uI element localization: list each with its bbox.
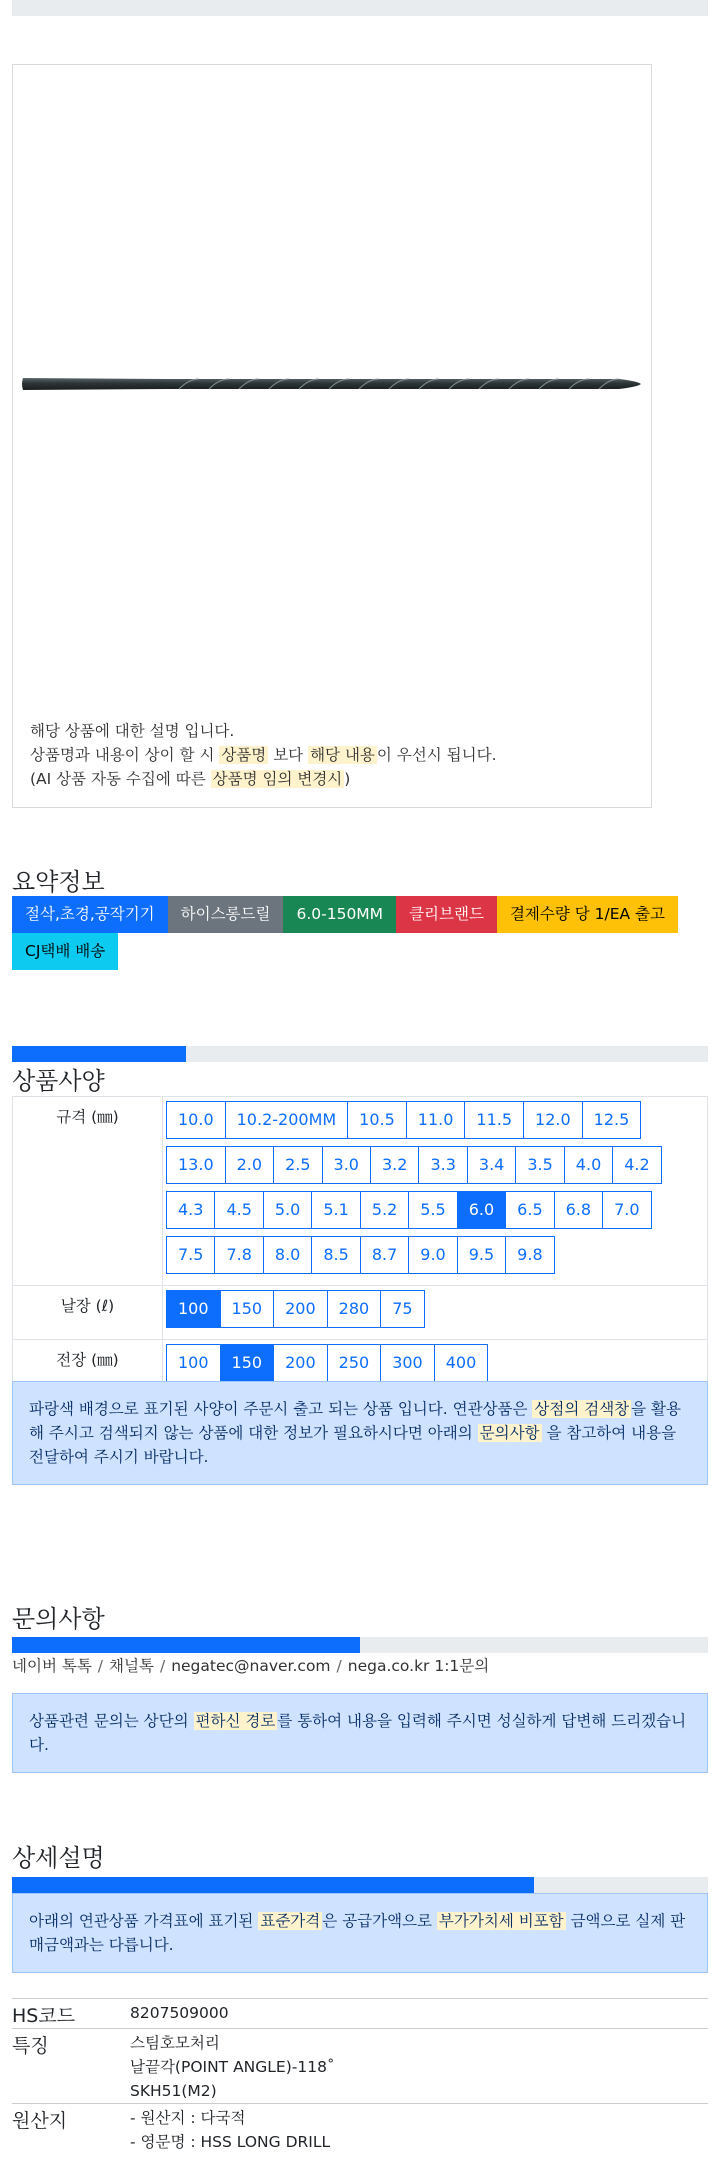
info-value-line: 스팀호모처리 — [130, 2034, 220, 2052]
inquiry-notice-highlight: 편하신 경로 — [195, 1712, 276, 1730]
spec-label: 전장 (㎜) — [13, 1340, 163, 1394]
top-progress-bar — [12, 0, 708, 16]
contact-links — [12, 1654, 489, 1676]
spec-notice-highlight: 상점의 검색창 — [534, 1400, 630, 1418]
description-line — [30, 719, 497, 743]
info-key: HS코드 — [12, 1999, 130, 2029]
spec-option-button[interactable]: 5.0 — [263, 1191, 312, 1229]
spec-option-button[interactable]: 6.8 — [554, 1191, 603, 1229]
spec-option-button[interactable]: 100 — [166, 1290, 221, 1328]
spec-option-button[interactable]: 8.7 — [360, 1236, 409, 1274]
spec-title: 상품사양 — [12, 1067, 105, 1095]
spec-option-button[interactable]: 8.5 — [311, 1236, 360, 1274]
spec-option-button[interactable]: 4.3 — [166, 1191, 215, 1229]
spec-option-button[interactable]: 2.0 — [225, 1146, 274, 1184]
spec-notice-highlight: 문의사항 — [479, 1424, 540, 1442]
contact-separator: / — [336, 1657, 342, 1675]
contact-separator: / — [97, 1657, 104, 1675]
info-value-line: SKH51(M2) — [130, 2082, 217, 2100]
product-image-card — [12, 64, 652, 808]
spec-option-button[interactable]: 300 — [380, 1344, 435, 1382]
spec-option-button[interactable]: 13.0 — [166, 1146, 226, 1184]
product-info-table — [12, 1998, 708, 2154]
spec-row — [13, 1286, 708, 1340]
detail-notice-text: 은 공급가액으로 — [322, 1912, 437, 1930]
description-highlight: 상품명 임의 변경시 — [212, 770, 343, 788]
summary-badge: 클리브랜드 — [396, 896, 497, 933]
info-value — [130, 2029, 708, 2104]
spec-option-button[interactable]: 4.5 — [214, 1191, 263, 1229]
info-value-line: 8207509000 — [130, 2004, 229, 2022]
spec-option-button[interactable]: 400 — [434, 1344, 489, 1382]
spec-option-button[interactable]: 5.5 — [408, 1191, 457, 1229]
spec-option-button[interactable]: 150 — [220, 1290, 275, 1328]
spec-option-button[interactable]: 12.0 — [523, 1101, 583, 1139]
spec-option-button[interactable]: 4.0 — [564, 1146, 613, 1184]
detail-notice-highlight: 표준가격 — [260, 1912, 321, 1930]
spec-option-button[interactable]: 250 — [327, 1344, 382, 1382]
description-highlight: 해당 내용 — [310, 746, 375, 764]
spec-option-button[interactable]: 3.2 — [370, 1146, 419, 1184]
description-text: 상품명과 내용이 상이 할 시 — [30, 746, 220, 764]
spec-progress-bar — [12, 1046, 708, 1062]
inquiry-notice — [12, 1693, 708, 1773]
spec-option-button[interactable]: 3.5 — [515, 1146, 564, 1184]
summary-badge: 결제수량 당 1/EA 출고 — [497, 896, 678, 933]
info-value-line: 날끝각(POINT ANGLE)-118˚ — [130, 2058, 335, 2076]
info-key: 원산지 — [12, 2104, 130, 2155]
detail-notice-text: 금액으로 실제 판매금액과는 다릅니다. — [29, 1912, 686, 1954]
spec-option-button[interactable]: 8.0 — [263, 1236, 312, 1274]
spec-option-button[interactable]: 9.8 — [505, 1236, 554, 1274]
description-text: 이 우선시 됩니다. — [376, 746, 497, 764]
contact-link[interactable]: nega.co.kr 1:1문의 — [347, 1657, 490, 1675]
spec-label: 규격 (㎜) — [13, 1097, 163, 1286]
progress-fill — [12, 1877, 534, 1893]
inquiry-title: 문의사항 — [12, 1605, 105, 1633]
info-row — [12, 2104, 708, 2155]
spec-option-button[interactable]: 10.0 — [166, 1101, 226, 1139]
spec-option-button[interactable]: 12.5 — [582, 1101, 642, 1139]
spec-option-button[interactable]: 7.0 — [602, 1191, 651, 1229]
contact-link[interactable]: 네이버 톡톡 — [12, 1657, 92, 1675]
spec-notice-text: 을 활용해 주시고 검색되지 않는 상품에 대한 정보가 필요하시다면 아래의 — [29, 1400, 682, 1442]
info-value — [130, 2104, 708, 2155]
spec-option-button[interactable]: 75 — [380, 1290, 424, 1328]
spec-option-button[interactable]: 150 — [220, 1344, 275, 1382]
info-value-line: - 영문명 : HSS LONG DRILL — [130, 2133, 331, 2151]
description-text: (AI 상품 자동 수집에 따른 — [30, 770, 211, 788]
inquiry-notice-text: 를 통하여 내용을 입력해 주시면 성실하게 답변해 드리겠습니다. — [29, 1712, 687, 1754]
spec-option-button[interactable]: 280 — [327, 1290, 382, 1328]
spec-option-button[interactable]: 11.5 — [464, 1101, 524, 1139]
summary-badge: 6.0-150MM — [283, 896, 396, 933]
summary-title: 요약정보 — [12, 868, 105, 896]
spec-option-button[interactable]: 9.5 — [457, 1236, 506, 1274]
detail-notice-highlight: 부가가치세 비포함 — [438, 1912, 564, 1930]
summary-badge: CJ택배 배송 — [12, 933, 118, 970]
detail-notice-text: 아래의 연관상품 가격표에 표기된 — [29, 1912, 259, 1930]
info-row — [12, 1999, 708, 2029]
contact-link[interactable]: 채널톡 — [109, 1657, 154, 1675]
progress-fill — [12, 1637, 360, 1653]
spec-option-button[interactable]: 5.2 — [360, 1191, 409, 1229]
spec-option-button[interactable]: 7.8 — [214, 1236, 263, 1274]
spec-options — [163, 1097, 708, 1286]
summary-badge: 하이스롱드릴 — [168, 896, 284, 933]
contact-link[interactable]: negatec@naver.com — [171, 1657, 331, 1675]
spec-option-button[interactable]: 10.2-200MM — [225, 1101, 349, 1139]
spec-option-button[interactable]: 200 — [273, 1290, 328, 1328]
summary-badge: 절삭,초경,공작기기 — [12, 896, 168, 933]
inquiry-notice-text: 상품관련 문의는 상단의 — [29, 1712, 194, 1730]
contact-separator: / — [159, 1657, 166, 1675]
progress-fill — [12, 1046, 186, 1062]
spec-option-button[interactable]: 3.0 — [322, 1146, 371, 1184]
spec-option-button[interactable]: 11.0 — [406, 1101, 466, 1139]
info-row — [12, 2029, 708, 2104]
detail-progress-bar — [12, 1877, 708, 1893]
description-highlight: 상품명 — [221, 746, 267, 764]
spec-option-button[interactable]: 6.5 — [505, 1191, 554, 1229]
product-description — [30, 719, 497, 791]
spec-option-button[interactable]: 6.0 — [457, 1191, 506, 1229]
spec-option-button[interactable]: 5.1 — [311, 1191, 360, 1229]
description-line — [30, 743, 497, 767]
info-value-line: - 원산지 : 다국적 — [130, 2109, 246, 2127]
spec-notice-text: 파랑색 배경으로 표기된 사양이 주문시 출고 되는 상품 입니다. 연관상품은 — [29, 1400, 533, 1418]
spec-option-button[interactable]: 9.0 — [408, 1236, 457, 1274]
spec-notice-text: 을 참고하여 내용을 전달하여 주시기 바랍니다. — [29, 1424, 677, 1466]
drill-product-image — [19, 373, 643, 395]
spec-label: 날장 (ℓ) — [13, 1286, 163, 1340]
spec-options — [163, 1286, 708, 1340]
spec-notice — [12, 1381, 708, 1485]
description-text: 보다 — [268, 746, 309, 764]
spec-row — [13, 1097, 708, 1286]
spec-option-button[interactable]: 200 — [273, 1344, 328, 1382]
summary-badges — [12, 896, 708, 970]
detail-notice — [12, 1893, 708, 1973]
spec-option-button[interactable]: 7.5 — [166, 1236, 215, 1274]
description-text: ) — [344, 770, 351, 788]
info-key: 특징 — [12, 2029, 130, 2104]
description-text: 해당 상품에 대한 설명 입니다. — [30, 722, 235, 740]
spec-option-button[interactable]: 3.3 — [418, 1146, 467, 1184]
info-value — [130, 1999, 708, 2029]
spec-option-button[interactable]: 3.4 — [467, 1146, 516, 1184]
spec-option-button[interactable]: 2.5 — [273, 1146, 322, 1184]
spec-options-table — [12, 1096, 708, 1394]
inquiry-progress-bar — [12, 1637, 708, 1653]
description-line — [30, 767, 497, 791]
spec-option-button[interactable]: 4.2 — [612, 1146, 661, 1184]
spec-option-button[interactable]: 10.5 — [347, 1101, 407, 1139]
detail-title: 상세설명 — [12, 1844, 105, 1872]
spec-option-button[interactable]: 100 — [166, 1344, 221, 1382]
